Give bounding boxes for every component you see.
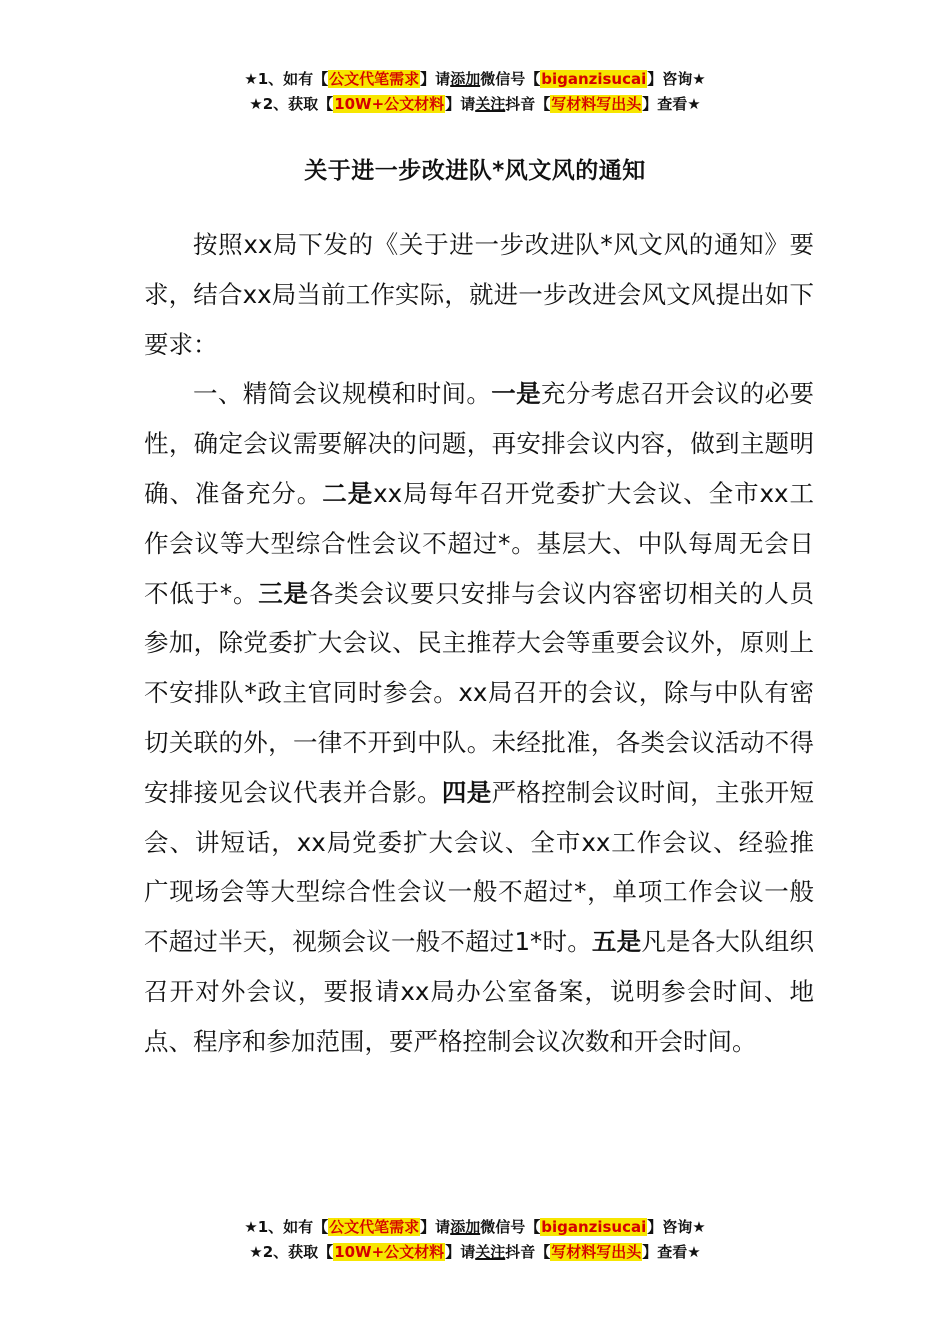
banner-text: 】请 [445, 1243, 476, 1261]
banner-highlight: 写材料写出头 [551, 95, 642, 113]
header-banner [0, 67, 950, 117]
paragraph-text: 一、精简会议规模和时间。 [193, 379, 492, 409]
banner-text: 】查看★ [642, 1243, 701, 1261]
banner-line-1 [0, 67, 950, 92]
banner-underline: 关注 [475, 95, 506, 113]
banner-underline: 添加 [450, 70, 481, 88]
banner-text: ★2、获取【 [249, 95, 334, 113]
document-body [144, 220, 814, 1067]
paragraph-text: 凡是各大队组织召开对外会议，要报请xx局办公室备案，说明参会时间、地点、程序和参加范围，要严格控制会议次数和开会时间。 [144, 927, 815, 1056]
banner-text: 】咨询★ [647, 1218, 706, 1236]
banner-highlight: 公文代笔需求 [329, 1218, 420, 1236]
banner-text: ★1、如有【 [244, 70, 329, 88]
banner-highlight: 10W+公文材料 [334, 1243, 445, 1261]
banner-text: 】请 [420, 70, 451, 88]
banner-line-2 [0, 1240, 950, 1265]
banner-text: 抖音【 [505, 1243, 551, 1261]
bold-keyword: 一是 [491, 379, 541, 409]
bold-keyword: 三是 [258, 578, 309, 608]
banner-highlight: 公文代笔需求 [329, 70, 420, 88]
banner-line-2 [0, 92, 950, 117]
banner-text: 】请 [445, 95, 476, 113]
bold-keyword: 五是 [591, 927, 642, 957]
bold-keyword: 四是 [441, 777, 492, 807]
paragraph-intro: 按照xx局下发的《关于进一步改进队*风文风的通知》要求，结合xx局当前工作实际，就进一步改进会风文风提出如下要求： [144, 230, 814, 359]
banner-highlight: biganzisucai [541, 70, 647, 88]
banner-highlight: biganzisucai [541, 1218, 647, 1236]
banner-highlight: 写材料写出头 [551, 1243, 642, 1261]
bold-keyword: 二是 [322, 478, 374, 508]
banner-text: 】请 [420, 1218, 451, 1236]
paragraph-text: xx局每年召开党委扩大会议、全市xx工作会议等大型综合性会议不超过*。基层大、中队每周无会日不低于*。 [144, 478, 815, 608]
document-title: 关于进一步改进队*风文风的通知 [304, 158, 646, 184]
banner-text: ★2、获取【 [249, 1243, 334, 1261]
paragraph-text: 严格控制会议时间，主张开短会、讲短话，xx局党委扩大会议、全市xx工作会议、经验推广现场会等大型综合性会议一般不超过*，单项工作会议一般不超过半天，视频会议一般不超过1*时。 [144, 777, 814, 957]
banner-text: 微信号【 [480, 1218, 541, 1236]
banner-text: ★1、如有【 [244, 1218, 329, 1236]
banner-underline: 添加 [450, 1218, 481, 1236]
banner-text: 】查看★ [642, 95, 701, 113]
paragraph-text: 充分考虑召开会议的必要性，确定会议需要解决的问题，再安排会议内容，做到主题明确、准备充分。 [144, 379, 815, 508]
paragraph-text: 各类会议要只安排与会议内容密切相关的人员参加，除党委扩大会议、民主推荐大会等重要会议外，原则上不安排队*政主官同时参会。xx局召开的会议，除与中队有密切关联的外，一律不开到中队。未经批准，各类会议活动不得安排接见会议代表并合影。 [144, 578, 815, 807]
banner-underline: 关注 [475, 1243, 506, 1261]
banner-text: 微信号【 [480, 70, 541, 88]
banner-text: 抖音【 [505, 95, 551, 113]
banner-text: 】咨询★ [647, 70, 706, 88]
paragraph-section-1 [144, 369, 814, 1066]
banner-line-1 [0, 1215, 950, 1240]
footer-banner [0, 1215, 950, 1265]
banner-highlight: 10W+公文材料 [334, 95, 445, 113]
